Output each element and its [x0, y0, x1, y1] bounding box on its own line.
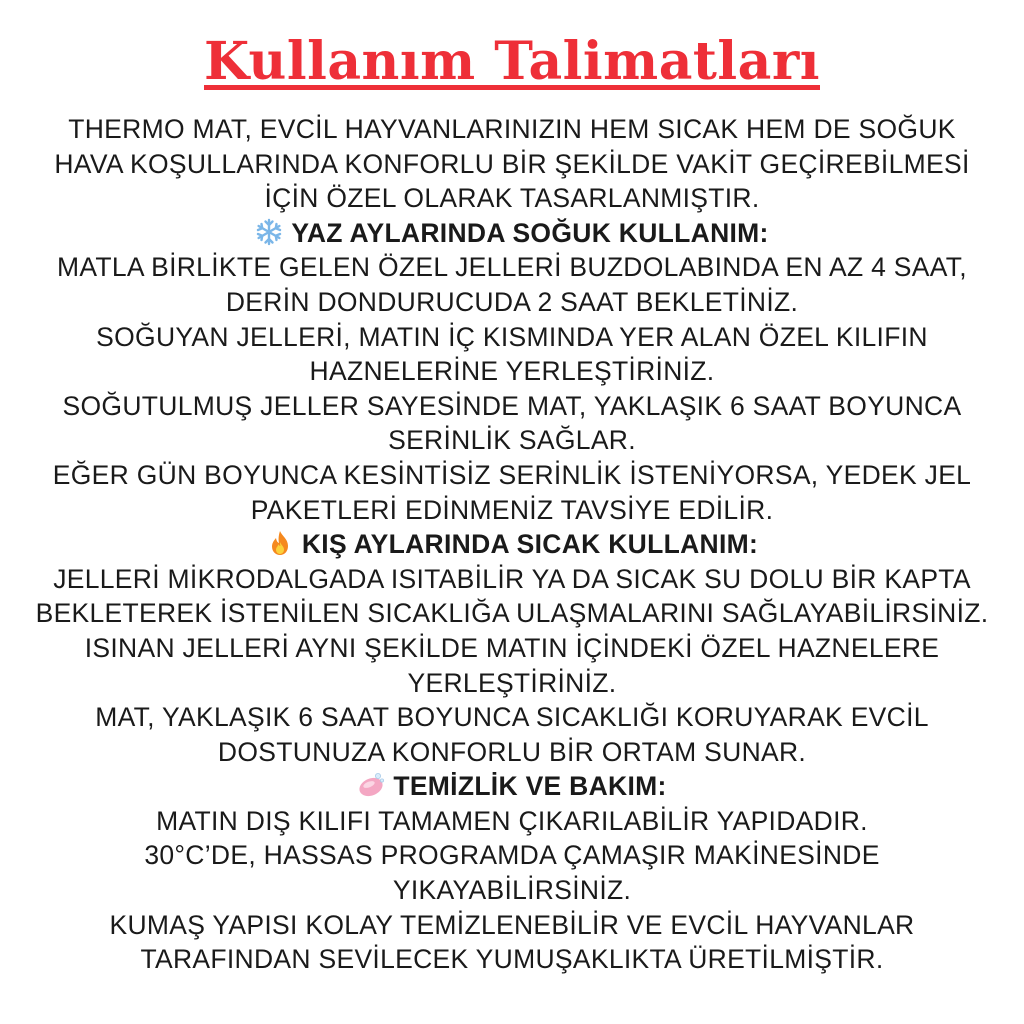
winter-line: ISINAN JELLERİ AYNI ŞEKİLDE MATIN İÇİNDEKİ ÖZEL HAZNELERE	[84, 632, 940, 663]
instructions-body	[0, 112, 1024, 977]
summer-line: PAKETLERİ EDİNMENİZ TAVSİYE EDİLİR.	[250, 494, 774, 525]
winter-line: BEKLETEREK İSTENİLEN SICAKLIĞA ULAŞMALARINI SAĞLAYABİLİRSİNİZ.	[35, 598, 989, 629]
care-line: MATIN DIŞ KILIFI TAMAMEN ÇIKARILABİLİR YAPIDADIR.	[156, 805, 868, 836]
winter-line: MAT, YAKLAŞIK 6 SAAT BOYUNCA SICAKLIĞI KORUYARAK EVCİL	[95, 702, 929, 733]
care-line: 30°C’DE, HASSAS PROGRAMDA ÇAMAŞIR MAKİNESİNDE	[144, 840, 880, 871]
intro-line: İÇİN ÖZEL OLARAK TASARLANMIŞTIR.	[264, 183, 760, 214]
summer-line: EĞER GÜN BOYUNCA KESİNTİSİZ SERİNLİK İSTENİYORSA, YEDEK JEL	[52, 459, 972, 490]
fire-icon	[266, 529, 294, 557]
soap-icon	[357, 771, 385, 799]
summer-line: SOĞUTULMUŞ JELLER SAYESİNDE MAT, YAKLAŞIK 6 SAAT BOYUNCA	[62, 390, 962, 421]
page-title: Kullanım Talimatları	[204, 31, 820, 92]
intro-line: HAVA KOŞULLARINDA KONFORLU BİR ŞEKİLDE VAKİT GEÇİREBİLMESİ	[54, 148, 970, 179]
winter-line: JELLERİ MİKRODALGADA ISITABİLİR YA DA SICAK SU DOLU BİR KAPTA	[53, 563, 971, 594]
care-heading-text: TEMİZLİK VE BAKIM:	[393, 771, 667, 802]
summer-line: SERİNLİK SAĞLAR.	[388, 425, 636, 456]
summer-line: DERİN DONDURUCUDA 2 SAAT BEKLETİNİZ.	[225, 286, 799, 317]
winter-heading-text: KIŞ AYLARINDA SICAK KULLANIM:	[301, 529, 759, 560]
care-line: TARAFINDAN SEVİLECEK YUMUŞAKLIKTA ÜRETİLMİŞTİR.	[140, 944, 884, 975]
summer-line: HAZNELERİNE YERLEŞTİRİNİZ.	[309, 356, 715, 387]
summer-line: MATLA BİRLİKTE GELEN ÖZEL JELLERİ BUZDOLABINDA EN AZ 4 SAAT,	[57, 252, 967, 283]
summer-heading	[0, 216, 1024, 251]
winter-line: YERLEŞTİRİNİZ.	[407, 667, 617, 698]
intro-line: THERMO MAT, EVCİL HAYVANLARINIZIN HEM SICAK HEM DE SOĞUK	[68, 114, 956, 144]
winter-line: DOSTUNUZA KONFORLU BİR ORTAM SUNAR.	[217, 736, 807, 767]
winter-heading	[0, 527, 1024, 562]
summer-heading-text: YAZ AYLARINDA SOĞUK KULLANIM:	[291, 217, 769, 248]
care-line: YIKAYABİLİRSİNİZ.	[392, 875, 632, 906]
snowflake-icon	[255, 218, 283, 246]
summer-line: SOĞUYAN JELLERİ, MATIN İÇ KISMINDA YER ALAN ÖZEL KILIFIN	[96, 321, 928, 352]
care-heading	[0, 769, 1024, 804]
care-line: KUMAŞ YAPISI KOLAY TEMİZLENEBİLİR VE EVCİL HAYVANLAR	[109, 909, 915, 940]
